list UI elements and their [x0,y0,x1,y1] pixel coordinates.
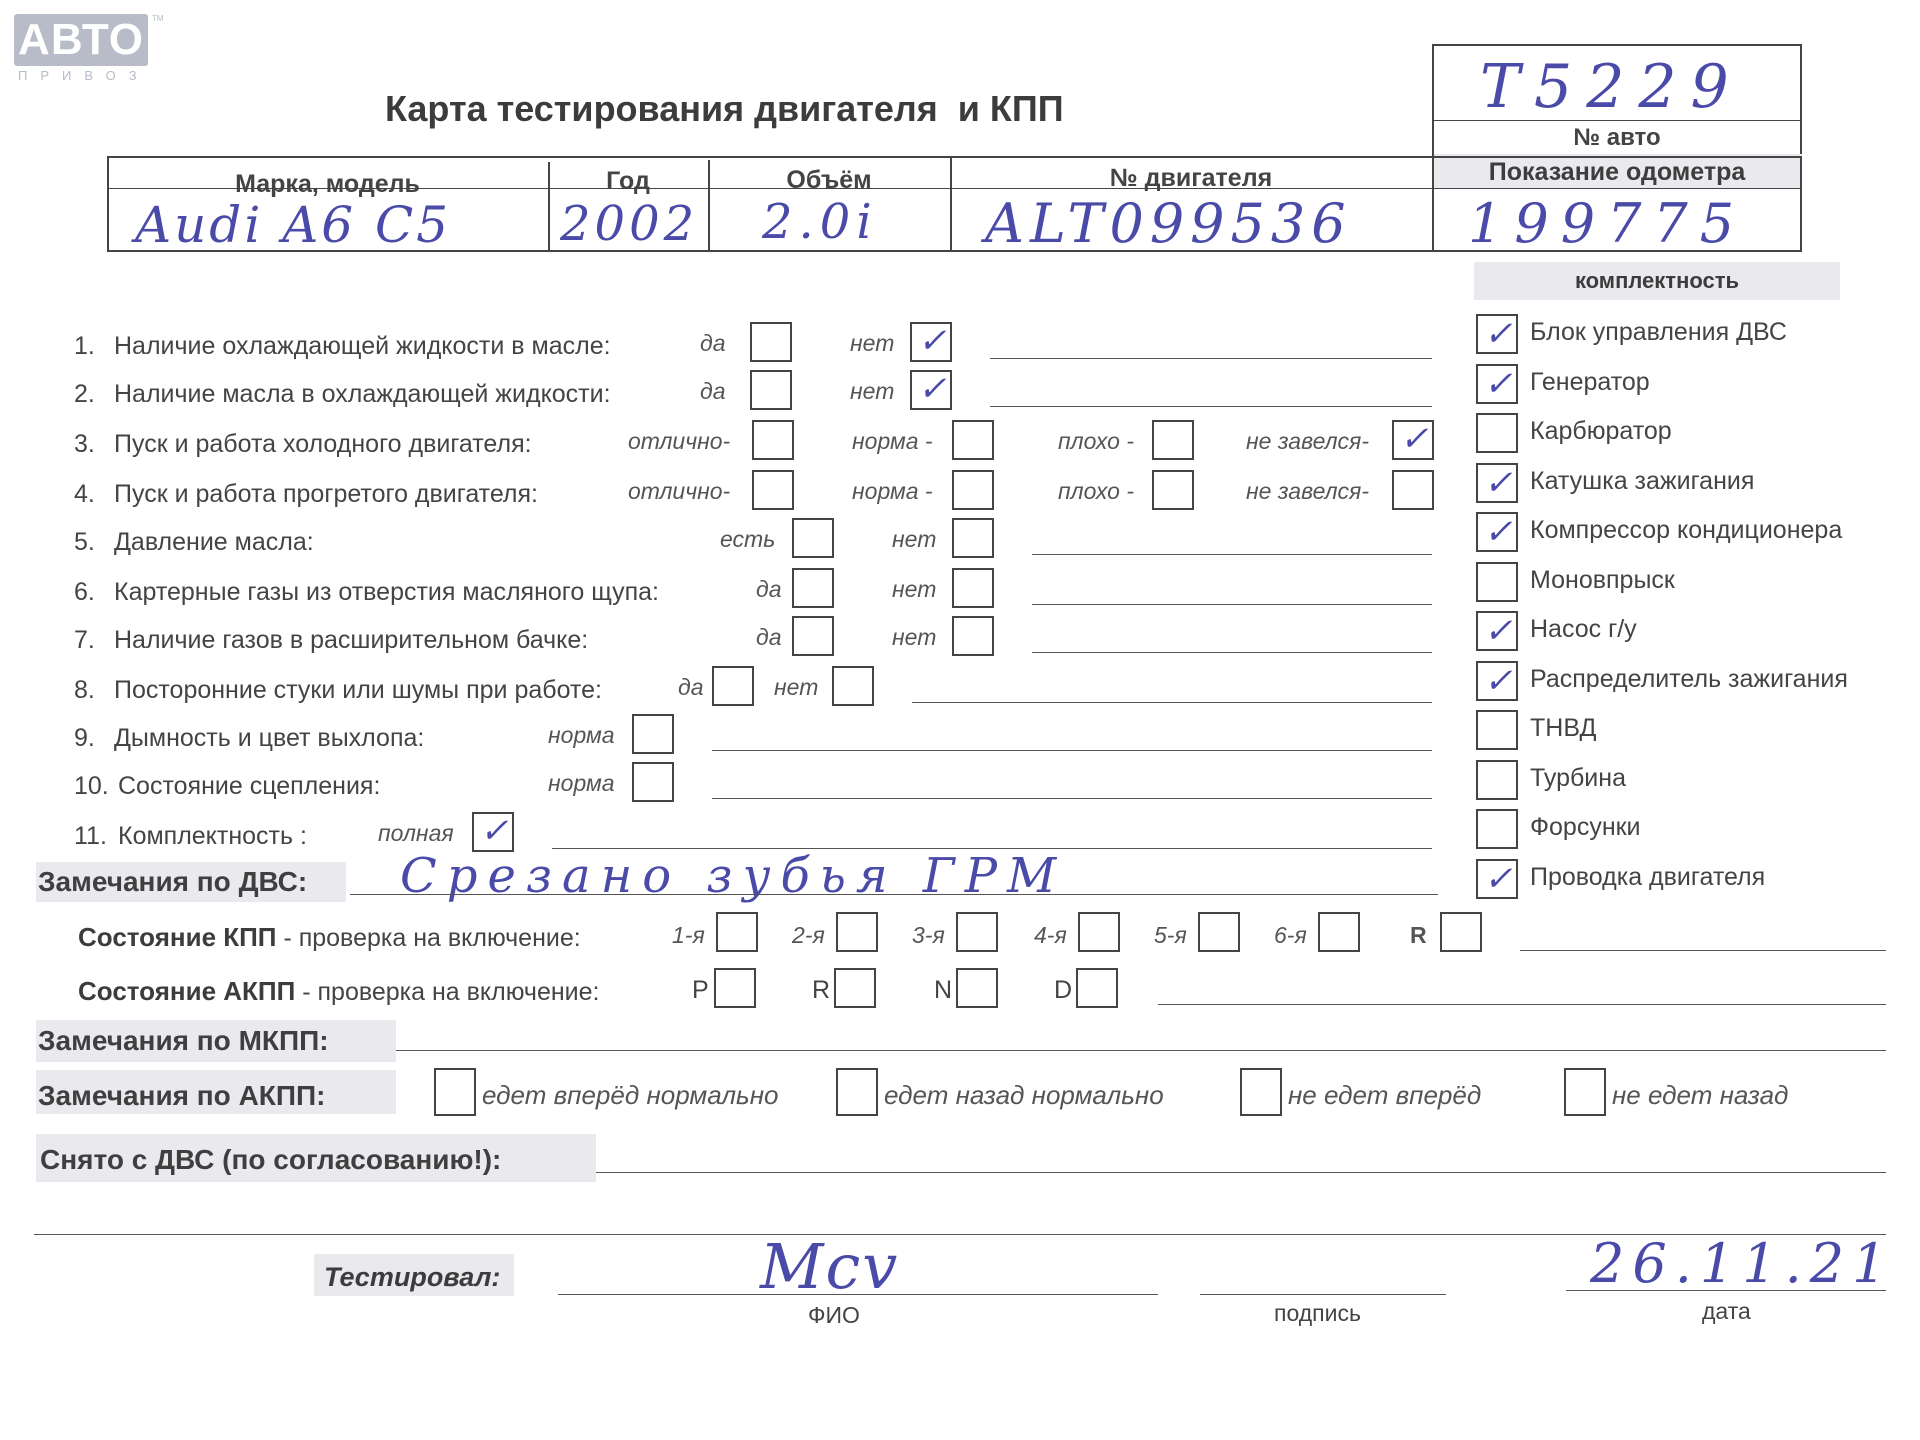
date-label: дата [1702,1298,1751,1324]
akpp-remarks-label: Замечания по АКПП: [38,1080,326,1111]
check-option-label: да [756,624,782,650]
value-volume: 2.0i [762,194,878,250]
fio-value[interactable]: Мсv [760,1230,900,1303]
akpp-remark-checkbox[interactable] [434,1068,476,1116]
checkbox[interactable] [712,666,754,706]
completeness-item-label: Компрессор кондиционера [1530,516,1843,544]
check-option-label: нет [850,330,895,356]
check-row-number: 10. [74,772,109,800]
completeness-item-label: Проводка двигателя [1530,862,1766,891]
logo [14,14,164,84]
check-mark-icon: ✓ [1484,314,1513,354]
check-row-label: Давление масла: [114,528,314,556]
notes-line[interactable] [1032,652,1432,653]
akpp-remark-checkbox[interactable] [1564,1068,1606,1116]
check-mark-icon: ✓ [918,321,947,361]
header-engine-number: № двигателя [1109,164,1273,192]
gear-checkbox[interactable] [1440,912,1482,952]
check-row-number: 2. [74,380,95,408]
odometer-label: Показание одометра [1488,158,1746,186]
completeness-item-label: Форсунки [1530,813,1641,841]
odometer-value: 199775 [1468,192,1747,255]
check-option-label: норма [548,770,615,796]
completeness-item-label: ТНВД [1530,714,1597,742]
check-row-label: Наличие газов в расширительном бачке: [114,626,589,654]
gear-label: 2-я [792,922,825,948]
check-mark-icon: ✓ [1484,363,1513,404]
gear-checkbox[interactable] [836,912,878,952]
akpp-mode-label: P [692,976,709,1004]
check-option-label: отлично- [628,478,731,504]
check-row-number: 9. [74,724,95,752]
gear-checkbox[interactable] [1318,912,1360,952]
completeness-checkbox[interactable] [1476,710,1518,750]
checkbox[interactable] [792,568,834,608]
check-option-label: норма [548,722,615,748]
check-option-label: полная [378,820,454,846]
signature-label: подпись [1274,1300,1361,1326]
akpp-mode-checkbox[interactable] [1076,968,1118,1008]
completeness-item-label: Блок управления ДВС [1530,318,1787,346]
check-row-label: Пуск и работа холодного двигателя: [114,430,532,458]
check-row-number: 5. [74,528,95,556]
check-option-label: норма - [852,478,933,504]
completeness-item-label: Генератор [1530,367,1650,396]
signature-line[interactable] [1200,1294,1446,1295]
check-mark-icon: ✓ [1484,611,1513,651]
completeness-checkbox[interactable] [1476,314,1518,354]
checkbox[interactable] [910,370,952,410]
akpp-remark-label: не едет назад [1612,1080,1789,1110]
completeness-checkbox[interactable] [1476,611,1518,651]
checkbox[interactable] [1152,420,1194,460]
logo-sub: ПРИВОЗ [18,68,150,83]
header-year: Год [606,167,650,195]
checkbox[interactable] [952,470,994,510]
logo-main: АВТО [14,14,148,66]
notes-line[interactable] [1032,554,1432,555]
akpp-mode-checkbox[interactable] [714,968,756,1008]
check-option-label: нет [850,378,895,404]
akpp-mode-checkbox[interactable] [834,968,876,1008]
check-option-label: плохо - [1058,428,1134,454]
gear-checkbox[interactable] [956,912,998,952]
value-model: Audi A6 C5 [135,196,452,254]
check-option-label: не завелся- [1246,428,1370,454]
checkbox[interactable] [1392,420,1434,460]
car-number-value: T5229 [1480,52,1743,122]
completeness-checkbox[interactable] [1476,463,1518,503]
gear-label: R [1410,922,1427,948]
removed-label: Снято с ДВС (по согласованию!): [40,1144,502,1175]
checkbox[interactable] [632,714,674,754]
checkbox[interactable] [792,518,834,558]
completeness-item-label: Карбюратор [1530,417,1672,445]
checkbox[interactable] [632,762,674,802]
akpp-mode-label: N [934,976,953,1004]
akpp-remark-checkbox[interactable] [1240,1068,1282,1116]
check-row-label: Посторонние стуки или шумы при работе: [114,676,602,704]
page-title: Карта тестирования двигателя и КПП [385,88,1064,129]
notes-line[interactable] [712,750,1432,751]
mkpp-remarks-label: Замечания по МКПП: [38,1025,329,1056]
check-row-number: 6. [74,578,95,606]
checkbox[interactable] [952,518,994,558]
check-mark-icon: ✓ [1484,660,1513,701]
gear-label: 6-я [1274,922,1307,948]
kpp-label: Состояние КПП - проверка на включение: [78,922,581,952]
notes-line[interactable] [990,358,1432,359]
checkbox[interactable] [472,812,514,852]
removed-line[interactable] [596,1172,1886,1173]
check-option-label: не завелся- [1246,478,1370,504]
check-option-label: норма - [852,428,933,454]
check-option-label: нет [774,674,819,700]
akpp-remark-checkbox[interactable] [836,1068,878,1116]
check-option-label: плохо - [1058,478,1134,504]
check-row-number: 11. [74,822,107,850]
completeness-checkbox[interactable] [1476,809,1518,849]
akpp-remark-label: едет назад нормально [884,1080,1164,1110]
engine-remarks-label: Замечания по ДВС: [38,866,308,897]
check-row-label: Наличие охлаждающей жидкости в масле: [114,332,611,360]
akpp-label: Состояние АКПП - проверка на включение: [78,976,600,1006]
gear-checkbox[interactable] [1198,912,1240,952]
checkbox[interactable] [750,370,792,410]
header-model: Марка, модель [235,170,420,198]
checkbox[interactable] [952,616,994,656]
completeness-checkbox[interactable] [1476,859,1518,899]
check-mark-icon: ✓ [1484,858,1513,899]
checkbox[interactable] [832,666,874,706]
check-row-label: Комплектность : [118,822,307,850]
checkbox[interactable] [1152,470,1194,510]
check-mark-icon: ✓ [1400,419,1429,459]
checkbox[interactable] [752,420,794,460]
value-engine-number: ALT099536 [985,192,1352,255]
check-row-label: Наличие масла в охлаждающей жидкости: [114,380,611,408]
checkbox[interactable] [1392,470,1434,510]
gear-label: 3-я [912,922,945,948]
date-value[interactable]: 26.11.21 [1590,1232,1895,1295]
completeness-checkbox[interactable] [1476,364,1518,404]
checkbox[interactable] [792,616,834,656]
mkpp-remarks-line[interactable] [396,1050,1886,1051]
completeness-item-label: Насос г/у [1530,615,1637,643]
check-mark-icon: ✓ [480,811,509,851]
check-option-label: да [700,378,726,404]
completeness-item-label: Распределитель зажигания [1530,664,1848,693]
engine-remarks-value[interactable]: Срезано зубья ГРМ [400,848,1067,904]
check-row-number: 8. [74,676,95,704]
akpp-mode-checkbox[interactable] [956,968,998,1008]
value-year: 2002 [560,196,699,252]
akpp-mode-label: D [1054,976,1073,1004]
gear-checkbox[interactable] [716,912,758,952]
engine-remarks-line [350,894,1438,895]
check-mark-icon: ✓ [1484,512,1513,552]
header-volume: Объём [786,166,872,194]
check-option-label: отлично- [628,428,731,454]
check-option-label: нет [892,526,937,552]
completeness-checkbox[interactable] [1476,562,1518,602]
check-option-label: да [700,330,726,356]
check-option-label: нет [892,576,937,602]
check-row-number: 4. [74,480,95,508]
checkbox[interactable] [750,322,792,362]
completeness-checkbox[interactable] [1476,512,1518,552]
check-mark-icon: ✓ [1484,462,1513,503]
checkbox[interactable] [952,568,994,608]
checkbox[interactable] [952,420,994,460]
gear-label: 5-я [1154,922,1187,948]
notes-line[interactable] [712,798,1432,799]
completeness-title: комплектность [1574,268,1740,293]
check-row-label: Дымность и цвет выхлопа: [114,724,425,752]
car-number-label: № авто [1573,124,1661,151]
akpp-mode-label: R [812,976,831,1004]
notes-line[interactable] [912,702,1432,703]
check-row-number: 7. [74,626,95,654]
check-option-label: да [678,674,704,700]
check-row-label: Пуск и работа прогретого двигателя: [114,480,538,508]
gear-label: 4-я [1034,922,1067,948]
notes-line[interactable] [1032,604,1432,605]
check-row-label: Картерные газы из отверстия масляного щупа: [114,578,659,606]
check-row-number: 3. [74,430,95,458]
check-mark-icon: ✓ [918,369,947,409]
logo-tm: TM [152,14,164,23]
tested-label: Тестировал: [324,1262,501,1292]
completeness-checkbox[interactable] [1476,760,1518,800]
notes-line[interactable] [990,406,1432,407]
check-option-label: есть [720,526,776,552]
completeness-checkbox[interactable] [1476,413,1518,453]
completeness-item-label: Моновпрыск [1530,565,1675,594]
completeness-item-label: Турбина [1530,763,1626,792]
gear-label: 1-я [672,922,705,948]
completeness-item-label: Катушка зажигания [1530,466,1755,495]
gear-checkbox[interactable] [1078,912,1120,952]
check-option-label: да [756,576,782,602]
fio-label: ФИО [808,1302,860,1328]
check-row-label: Состояние сцепления: [118,772,381,800]
akpp-remark-label: едет вперёд нормально [482,1080,779,1110]
checkbox[interactable] [752,470,794,510]
completeness-checkbox[interactable] [1476,661,1518,701]
check-option-label: нет [892,624,937,650]
check-row-number: 1. [74,332,95,360]
akpp-remark-label: не едет вперёд [1288,1080,1482,1110]
checkbox[interactable] [910,322,952,362]
